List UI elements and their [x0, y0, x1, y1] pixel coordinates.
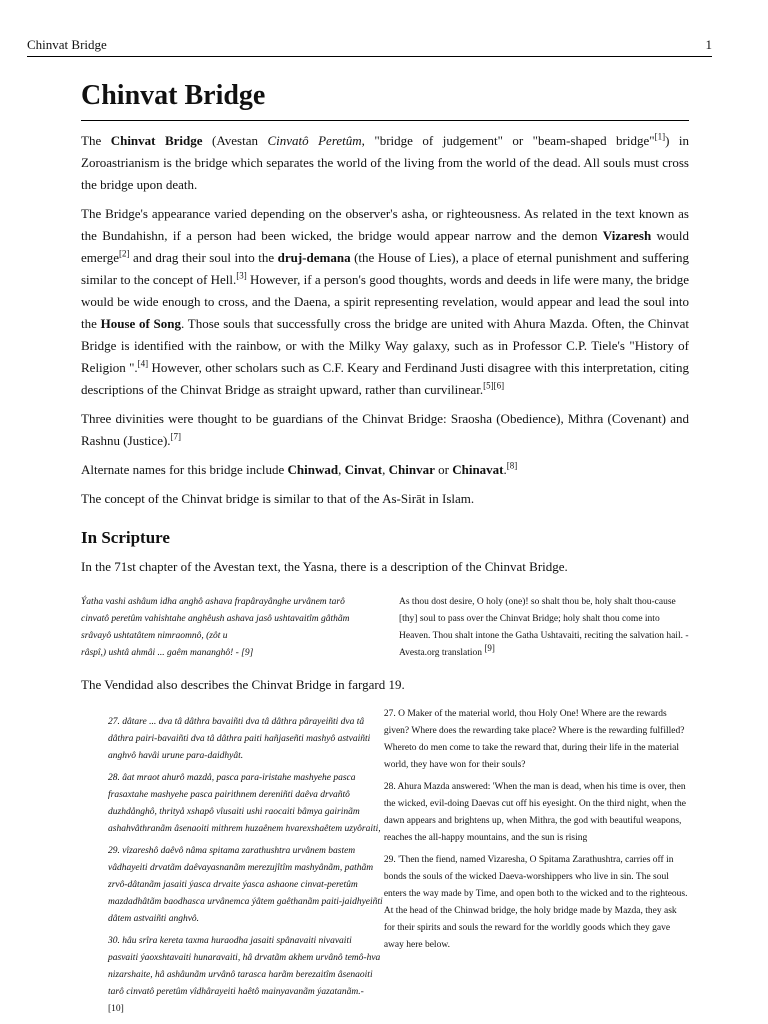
- paragraph-vendidad-intro: The Vendidad also describes the Chinvat Bridge in fargard 19.: [81, 677, 405, 692]
- citation-link[interactable]: [7]: [170, 431, 182, 442]
- yasna-english-text: As thou dost desire, O holy (one)! so shalt thou be, holy shalt thou-cause [thy] soul to pass over the Chinvat Bridge; holy shalt thou come into Heaven. Thou shalt intone the Gatha Ushtavaiti, reciting the salvation hail. - Avesta.org translation [9]: [399, 597, 689, 658]
- title-divider: [81, 120, 689, 121]
- verse: 28. âat mraot ahurô mazdå, pasca para-iristahe mashyehe pasca frasaxtahe mashyehe pasca pairithnem dereniñti daêva drvañtô duzhdånghô, thrityå xshapô vîusaiti ushi raocaiti bâmya gairinãm ashahvâthranãm âsenaoiti mithrem huzaênem hvarexshaêtem uzyôraiti,: [108, 773, 381, 834]
- vendidad-quote: [81, 706, 689, 1023]
- paragraph-appearance: The Bridge's appearance varied depending on the observer's asha, or righteousness. As related in the text known as the Bundahishn, if a person had been wicked, the bridge would appear narrow and the demon Vizaresh would emerge[2] and drag their soul into the druj-demana (the House of Lies), a place of eternal punishment and suffering similar to the concept of Hell.[3] However, if a person's good thoughts, words and deeds in life were many, the bridge would be wide enough to cross, and the Daena, a spirit representing revelation, would appear and lead the soul into the House of Song. Those souls that successfully cross the bridge are united with Ahura Mazda. Often, the Chinvat Bridge is identified with the rainbow, or with the Milky Way galaxy, such as in Professor C.P. Tiele's "History of Religion ".[4] However, other scholars such as C.F. Keary and Ferdinand Justi disagree with this interpretation, citing descriptions of the Chinvat Bridge as straight upward, rather than curvilinear.[5][6]: [81, 206, 689, 397]
- verse: 30. hâu srîra kereta taxma huraodha jasaiti spânavaiti nivavaiti pasvaiti ýaoxshtavaiti hunaravaiti, hâ drvatãm akhem urvânô temô-hva nizarshaite, hâ ashâunãm urvânô tarasca harãm berezaitîm âsenaoiti tarô cinvatô peretûm vîdhârayeiti haêtô mainyavanãm ýazatanãm.- [10]: [108, 936, 381, 1014]
- running-header: [27, 37, 712, 53]
- verse: 28. Ahura Mazda answered: 'When the man is dead, when his time is over, then the wicked, evil-doing Daevas cut off his eyesight. On the third night, when the dawn appears and brightens up, when Mithra, the god with beautiful weapons, reaches the all-happy mountains, and the sun is rising: [383, 782, 687, 843]
- citation-link[interactable]: [2]: [119, 248, 130, 259]
- paragraph-islam: The concept of the Chinvat bridge is similar to that of the As-Sirāt in Islam.: [81, 491, 475, 506]
- page-number: 1: [705, 37, 712, 52]
- paragraph-guardians: Three divinities were thought to be guardians of the Chinvat Bridge: Sraosha (Obedience), Mithra (Covenant) and Rashnu (Justice).[7]: [81, 411, 689, 448]
- paragraph-intro: The Chinvat Bridge (Avestan Cinvatô Peretûm, "bridge of judgement" or "beam-shaped bridge"[1]) in Zoroastrianism is the bridge which separates the world of the living from the world of the dead. All souls must cross the bridge upon death.: [81, 131, 689, 192]
- section-heading-scripture: In Scripture: [81, 528, 170, 547]
- yasna-quote: [81, 594, 689, 662]
- verse: 27. dâtare ... dva tâ dâthra bavaiñti dva tâ dâthra pârayeiñti dva tâ dâthra pairi-bavaiñti dva tâ dâthra paiti hañjaseñti mashyô astvaiñti anghvô havâi urune para-daidhyât.: [108, 717, 371, 761]
- article-body: [81, 78, 689, 1023]
- paragraph-yasna-intro: In the 71st chapter of the Avestan text, the Yasna, there is a description of the Chinvat Bridge.: [81, 559, 568, 574]
- vendidad-avestan-text: [81, 714, 384, 1023]
- citation-link[interactable]: [3]: [236, 270, 247, 281]
- citation-link[interactable]: [1]: [654, 131, 666, 142]
- verse: 29. vîzareshô daêvô nâma spitama zarathushtra urvânem bastem vâdhayeiti drvatãm daêvayasnanãm merezujîtîm mashyânãm, pathãm zrvô-dâtanãm jasaiti ýasca drvaite ýasca ashaone cinvat-peretûm mazdadhâtãm baodhasca urvânemca ýâtem gaêthanãm paiti-jaidhyeiñti dâtem astvaiñti anghvô.: [108, 846, 383, 924]
- paragraph-alternate-names: Alternate names for this bridge include Chinwad, Cinvat, Chinvar or Chinavat.[8]: [81, 460, 518, 477]
- header-divider: [27, 56, 712, 57]
- citation-link[interactable]: [5][6]: [483, 380, 505, 391]
- verse: 29. 'Then the fiend, named Vizaresha, O Spitama Zarathushtra, carries off in bonds the souls of the wicked Daeva-worshippers who live in sin. The soul enters the way made by Time, and open both to the wicked and to the righteous. At the head of the Chinwad bridge, the holy bridge made by Mazda, they ask for their spirits and souls the reward for the worldly goods which they gave away here below.: [383, 855, 688, 950]
- yasna-avestan-text: Ýatha vashi ashâum idha anghô ashava frapârayânghe urvânem tarô cinvatô peretûm vahishtahe anghêush ashava jasô ushtavaitîm gâthãm srâvayô ushtatâtem nimraomnô, (zôt u râspî,) ushtâ ahmâi ... gaêm mananghô! - [9]: [81, 597, 350, 658]
- vendidad-english-text: [384, 706, 689, 1023]
- verse: 27. O Maker of the material world, thou Holy One! Where are the rewards given? Where does the rewarding take place? Where is the rewarding fulfilled? Whereto do men come to take the reward that, during their life in the material world, they have won for their souls?: [383, 709, 685, 770]
- citation-link[interactable]: [8]: [506, 460, 518, 471]
- citation-link[interactable]: [4]: [137, 358, 149, 369]
- citation-link[interactable]: [10]: [108, 1004, 124, 1014]
- running-header-title: Chinvat Bridge: [27, 37, 107, 52]
- article-title: Chinvat Bridge: [81, 80, 266, 111]
- citation-link[interactable]: [9]: [484, 642, 495, 653]
